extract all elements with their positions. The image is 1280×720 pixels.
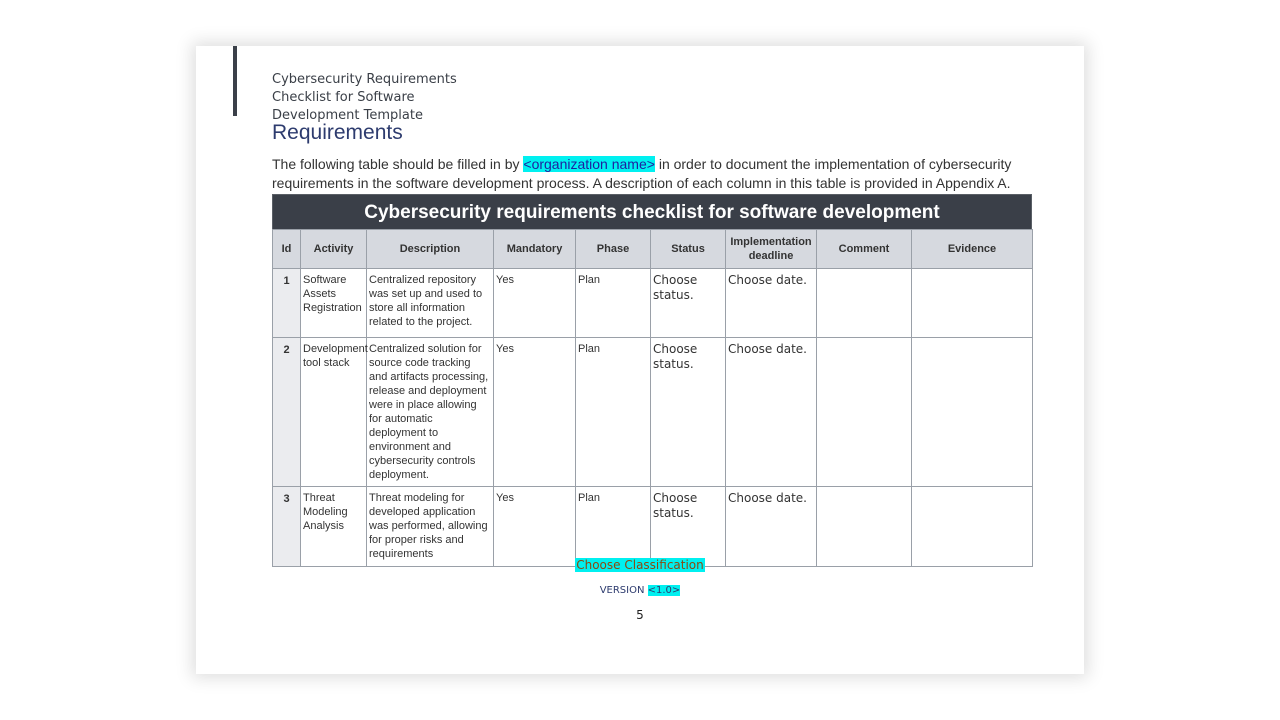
page-number: 5 xyxy=(636,608,644,622)
intro-paragraph xyxy=(272,155,1012,193)
deadline-date-picker[interactable]: Choose date. xyxy=(726,338,817,487)
checklist-table-container xyxy=(272,194,1032,567)
status-dropdown[interactable]: Choose status. xyxy=(651,338,726,487)
row-activity: Threat Modeling Analysis xyxy=(301,487,367,567)
deadline-date-picker[interactable]: Choose date. xyxy=(726,487,817,567)
table-row xyxy=(273,269,1033,338)
classification-dropdown[interactable]: Choose Classification xyxy=(576,558,704,572)
row-mandatory: Yes xyxy=(494,338,576,487)
version-footer xyxy=(196,585,1084,596)
row-id: 3 xyxy=(273,487,301,567)
table-header-row xyxy=(273,230,1033,269)
evidence-cell[interactable] xyxy=(912,338,1033,487)
status-dropdown[interactable]: Choose status. xyxy=(651,487,726,567)
column-header-status: Status xyxy=(651,230,726,269)
column-header-evidence: Evidence xyxy=(912,230,1033,269)
running-header-title: Cybersecurity Requirements Checklist for Software Development Template xyxy=(272,72,457,123)
row-id: 2 xyxy=(273,338,301,487)
intro-text-after: in order to document the implementation of cybersecurity requirements in the software development process. A description of each column in this table is provided in Appendix A. xyxy=(272,156,1012,191)
version-label: VERSION xyxy=(599,585,648,596)
column-header-implementation-deadline: Implementation deadline xyxy=(726,230,817,269)
table-title: Cybersecurity requirements checklist for software development xyxy=(272,194,1032,229)
row-phase: Plan xyxy=(576,338,651,487)
header-accent-bar xyxy=(233,46,237,116)
row-activity: Software Assets Registration xyxy=(301,269,367,338)
comment-cell[interactable] xyxy=(817,269,912,338)
comment-cell[interactable] xyxy=(817,487,912,567)
status-dropdown[interactable]: Choose status. xyxy=(651,269,726,338)
document-page xyxy=(196,46,1084,674)
section-heading: Requirements xyxy=(272,121,403,144)
row-mandatory: Yes xyxy=(494,487,576,567)
row-phase: Plan xyxy=(576,487,651,567)
column-header-mandatory: Mandatory xyxy=(494,230,576,269)
table-row xyxy=(273,487,1033,567)
row-id: 1 xyxy=(273,269,301,338)
organization-name-field[interactable]: <organization name> xyxy=(523,156,655,172)
column-header-activity: Activity xyxy=(301,230,367,269)
row-description: Threat modeling for developed application was performed, allowing for proper risks and requirements xyxy=(367,487,494,567)
row-mandatory: Yes xyxy=(494,269,576,338)
column-header-comment: Comment xyxy=(817,230,912,269)
checklist-table xyxy=(272,229,1033,567)
column-header-phase: Phase xyxy=(576,230,651,269)
column-header-description: Description xyxy=(367,230,494,269)
comment-cell[interactable] xyxy=(817,338,912,487)
row-activity: Development tool stack xyxy=(301,338,367,487)
deadline-date-picker[interactable]: Choose date. xyxy=(726,269,817,338)
column-header-id: Id xyxy=(273,230,301,269)
intro-text-before: The following table should be filled in by xyxy=(272,156,524,172)
evidence-cell[interactable] xyxy=(912,269,1033,338)
table-row xyxy=(273,338,1033,487)
classification-footer xyxy=(196,558,1084,572)
version-value-field[interactable]: <1.0> xyxy=(647,585,681,596)
row-phase: Plan xyxy=(576,269,651,338)
row-description: Centralized repository was set up and used to store all information related to the project. xyxy=(367,269,494,338)
evidence-cell[interactable] xyxy=(912,487,1033,567)
row-description: Centralized solution for source code tracking and artifacts processing, release and deployment were in place allowing for automatic deployment to environment and cybersecurity controls deployment. xyxy=(367,338,494,487)
